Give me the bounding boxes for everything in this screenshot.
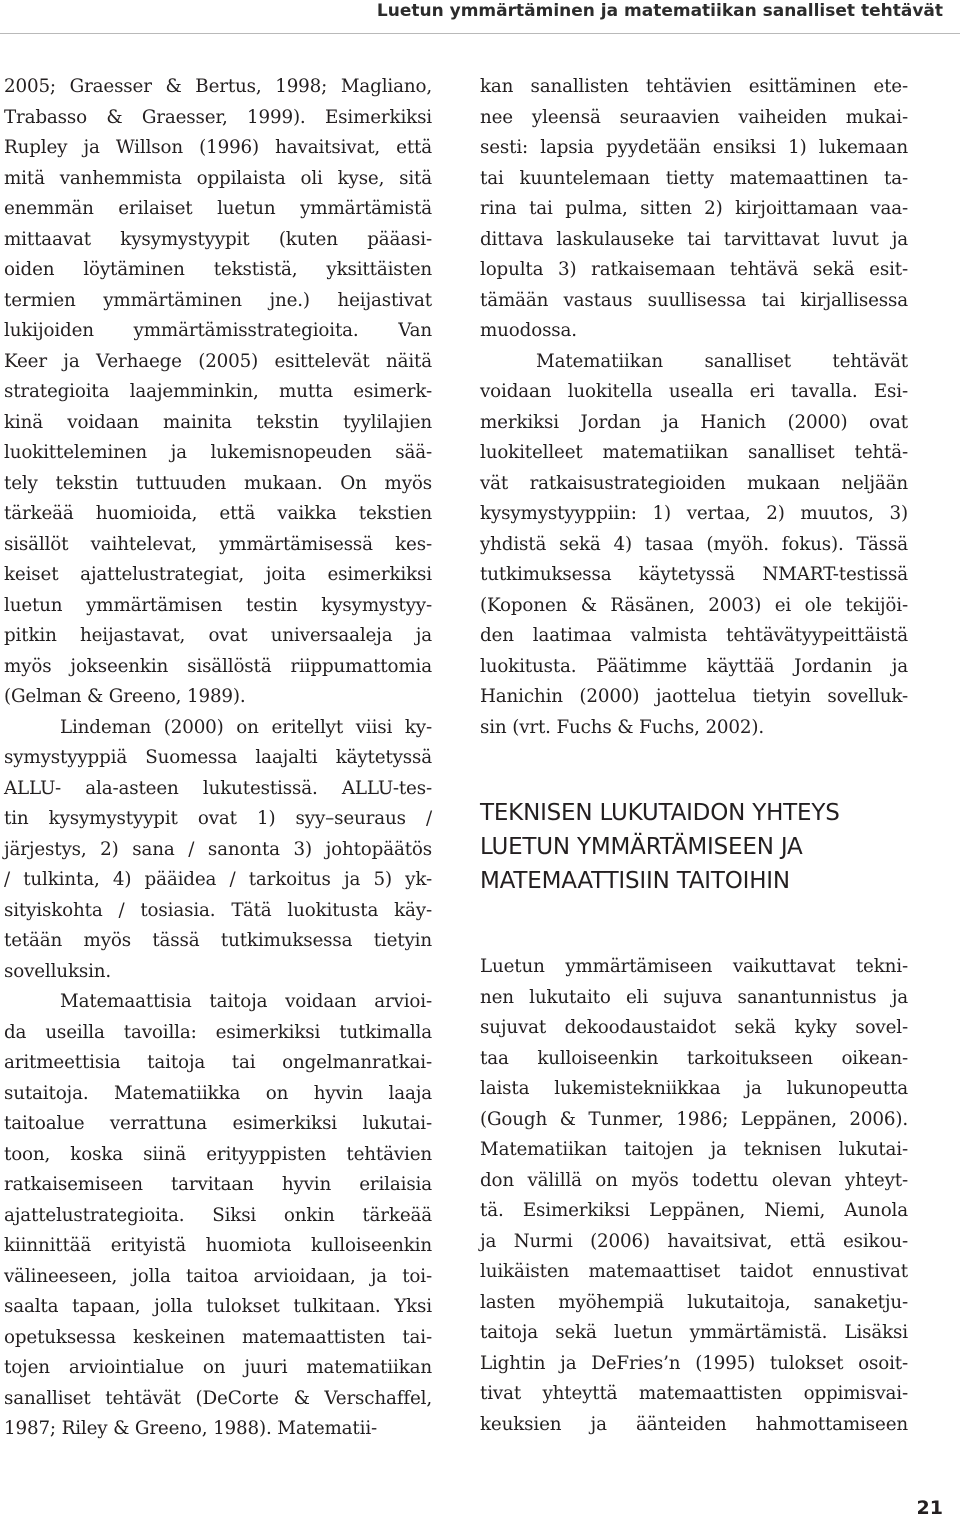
text-line: Matematiikan taitojen ja teknisen lukutai- — [480, 1139, 908, 1160]
text-line: nee yleensä seuraavien vaiheiden mukai- — [480, 106, 908, 128]
text-line: Matemaattisia taitoja voidaan arvioi- — [60, 991, 432, 1012]
right-column — [480, 72, 908, 743]
text-line: luikäisten matemaattiset taidot ennustivat — [480, 1261, 908, 1282]
text-line: kiinnittää erityistä huomiota kulloiseenkin — [4, 1235, 432, 1256]
text-line: välineeseen, jolla taitoa arvioidaan, ja toi- — [4, 1265, 432, 1287]
text-line: tivat yhteyttä matemaattisten oppimisvai- — [480, 1383, 908, 1404]
text-line: muodossa. — [480, 320, 577, 341]
text-line: järjestys, 2) sana / sanonta 3) johtopäätös — [4, 838, 432, 860]
text-line: Lindeman (2000) on eritellyt viisi ky- — [60, 716, 432, 738]
text-line: taitoalue verrattuna esimerkiksi lukutai- — [4, 1113, 432, 1134]
paragraph — [4, 713, 432, 988]
paragraph — [480, 72, 908, 347]
text-line: rina tai pulma, sitten 2) kirjoittamaan vaa- — [480, 198, 908, 219]
text-line: luokitusta. Päätimme käyttää Jordanin ja — [480, 655, 908, 677]
text-line: sujuvat dekoodaustaidot sekä kyky sovel- — [480, 1017, 908, 1038]
text-line: laista lukemistekniikkaa ja lukunopeutta — [480, 1078, 908, 1099]
text-line: voidaan luokitella usealla eri tavalla. Esi- — [480, 381, 908, 402]
text-line: myös jokseenkin sisällöstä riippumattomia — [4, 655, 432, 677]
text-line: oiden löytäminen tekstistä, yksittäisten — [4, 259, 432, 280]
text-line: tai kuuntelemaan tietty matemaattinen ta- — [480, 167, 908, 189]
text-line: tä. Esimerkiksi Leppänen, Niemi, Aunola — [480, 1200, 908, 1221]
text-line: kysymystyyppiin: 1) vertaa, 2) muutos, 3) — [480, 503, 908, 524]
text-line: pitkin heijastavat, ovat universaaleja ja — [4, 625, 432, 646]
text-line: tämään vastaus suullisessa tai kirjallisessa — [480, 289, 908, 311]
text-line: taa kulloiseenkin tarkoitukseen oikean- — [480, 1047, 908, 1069]
text-line: lasten myöhempiä lukutaitoja, sanaketju- — [480, 1291, 908, 1313]
text-line: merkiksi Jordan ja Hanich (2000) ovat — [480, 411, 908, 433]
section-heading-line: TEKNISEN LUKUTAIDON YHTEYS — [480, 800, 840, 826]
text-line: enemmän erilaiset luetun ymmärtämistä — [4, 198, 432, 219]
text-line: (Koponen & Räsänen, 2003) ei ole tekijöi- — [480, 594, 908, 616]
text-line: da useilla tavoilla: esimerkiksi tutkimalla — [4, 1021, 432, 1043]
page-number: 21 — [916, 1497, 943, 1519]
text-line: keuksien ja äänteiden hahmottamiseen — [480, 1413, 908, 1435]
text-line: tutkimuksessa käytetyssä NMART-testissä — [480, 564, 908, 585]
text-line: sesti: lapsia pyydetään ensiksi 1) lukemaan — [480, 137, 908, 158]
text-line: luetun ymmärtämisen testin kysymystyy- — [4, 594, 432, 616]
text-line: 2005; Graesser & Bertus, 1998; Magliano, — [4, 76, 432, 97]
text-line: lukijoiden ymmärtämisstrategioita. Van — [4, 320, 432, 341]
text-line: / tulkinta, 4) pääidea / tarkoitus ja 5) yk- — [4, 869, 432, 890]
text-line: ajattelustrategioita. Siksi onkin tärkeää — [4, 1204, 432, 1226]
text-line: ratkaisemiseen tarvitaan hyvin erilaisia — [4, 1174, 432, 1195]
text-line: Matematiikan sanalliset tehtävät — [536, 350, 908, 372]
text-line: opetuksessa keskeinen matemaattisten tai- — [4, 1326, 432, 1348]
section-heading-line: MATEMAATTISIIN TAITOIHIN — [480, 868, 790, 894]
text-line: mittaavat kysymystyypit (kuten pääasi- — [4, 228, 432, 250]
text-line: termien ymmärtäminen jne.) heijastivat — [4, 289, 432, 311]
text-line: sisällöt vaihtelevat, ymmärtämisessä kes- — [4, 533, 432, 555]
text-line: sanalliset tehtävät (DeCorte & Verschaffel, — [4, 1387, 432, 1409]
text-line: Luetun ymmärtämiseen vaikuttavat tekni- — [480, 956, 908, 977]
text-line: tin kysymystyypit ovat 1) syy–seuraus / — [4, 808, 432, 829]
paragraph — [4, 72, 432, 713]
text-line: den laatimaa valmista tehtävätyypeittäistä — [480, 625, 908, 646]
text-line: toon, koska siinä erityyppisten tehtävien — [4, 1143, 432, 1165]
running-title: Luetun ymmärtäminen ja matematiikan sanalliset tehtävät — [376, 1, 943, 21]
text-line: keiset ajattelustrategiat, joita esimerkiksi — [4, 564, 432, 585]
text-line: strategioita laajemminkin, mutta esimerk- — [4, 381, 432, 402]
text-line: Lightin ja DeFries’n (1995) tulokset osoit- — [480, 1352, 908, 1374]
paragraph — [4, 987, 432, 1445]
text-line: symystyyppiä Suomessa laajalti käytetyssä — [4, 747, 432, 768]
text-line: ja Nurmi (2006) havaitsivat, että esikou- — [480, 1230, 908, 1252]
text-line: tärkeää huomioida, että vaikka tekstien — [4, 503, 432, 524]
text-line: vät ratkaisustrategioiden mukaan neljään — [480, 472, 908, 494]
text-line: Rupley ja Willson (1996) havaitsivat, että — [4, 137, 432, 158]
section-heading — [480, 796, 920, 898]
paragraph — [480, 347, 908, 744]
text-line: Trabasso & Graesser, 1999). Esimerkiksi — [4, 106, 432, 128]
text-line: dittava laskulauseke tai tarvittavat luvut ja — [480, 228, 908, 250]
text-line: tely tekstin tuttuuden mukaan. On myös — [4, 472, 432, 494]
section-paragraph — [480, 952, 908, 1440]
left-column — [4, 72, 432, 1445]
text-line: taitoja sekä luetun ymmärtämistä. Lisäksi — [480, 1322, 908, 1343]
text-line: don välillä on myös todettu olevan yhteyt- — [480, 1169, 908, 1191]
text-line: sin (vrt. Fuchs & Fuchs, 2002). — [480, 716, 765, 738]
text-line: kinä voidaan mainita tekstin tyylilajien — [4, 411, 432, 433]
text-line: 1987; Riley & Greeno, 1988). Matematii- — [4, 1418, 378, 1439]
text-line: yhdistä sekä 4) tasaa (myöh. fokus). Tässä — [480, 533, 908, 555]
text-line: sovelluksin. — [4, 960, 112, 982]
text-line: sityiskohta / tosiasia. Tätä luokitusta käy- — [4, 899, 432, 921]
text-line: luokitteleminen ja lukemisnopeuden sää- — [4, 442, 432, 463]
text-line: Hanichin (2000) jaottelua tietyin sovelluk- — [480, 686, 908, 707]
text-line: aritmeettisia taitoja tai ongelmanratkai- — [4, 1052, 432, 1073]
text-line: luokitelleet matematiikan sanalliset tehtä- — [480, 442, 908, 463]
text-line: (Gough & Tunmer, 1986; Leppänen, 2006). — [480, 1108, 908, 1130]
text-line: mitä vanhemmista oppilaista oli kyse, sitä — [4, 167, 432, 189]
text-line: (Gelman & Greeno, 1989). — [4, 686, 246, 707]
running-header — [0, 0, 960, 34]
text-line: kan sanallisten tehtävien esittäminen ete- — [480, 76, 908, 97]
text-line: ALLU- ala-asteen lukutestissä. ALLU-tes- — [4, 777, 432, 799]
text-line: saalta tapaan, jolla tulokset tulkitaan. Yksi — [4, 1296, 432, 1317]
text-line: tetään myös tässä tutkimuksessa tietyin — [4, 930, 432, 951]
section-heading-line: LUETUN YMMÄRTÄMISEEN JA — [480, 834, 803, 860]
text-line: Keer ja Verhaege (2005) esittelevät näitä — [4, 350, 432, 372]
text-line: lopulta 3) ratkaisemaan tehtävä sekä esit- — [480, 259, 908, 280]
text-line: sutaitoja. Matematiikka on hyvin laaja — [4, 1082, 432, 1104]
text-line: tojen arviointialue on juuri matematiikan — [4, 1357, 432, 1378]
text-line: nen lukutaito eli sujuva sanantunnistus ja — [480, 986, 908, 1008]
